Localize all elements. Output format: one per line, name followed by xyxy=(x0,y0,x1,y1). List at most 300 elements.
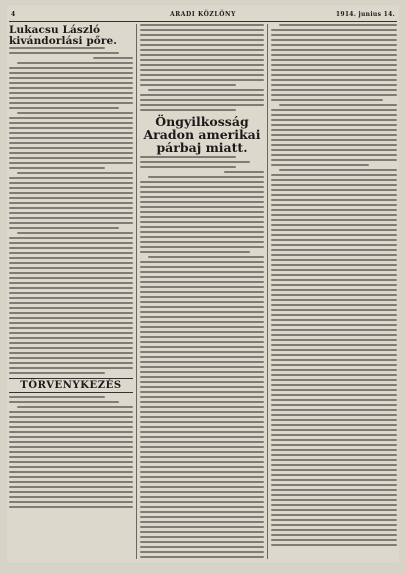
column-3 xyxy=(271,24,397,561)
article-headline: Öngyilkosság Aradon amerikai párbaj miatt. xyxy=(143,114,261,155)
text-line xyxy=(271,459,397,461)
text-line xyxy=(271,119,397,121)
text-line xyxy=(140,79,264,81)
newspaper-name: ARADI KÖZLÖNY xyxy=(169,11,237,18)
text-line xyxy=(9,117,133,119)
text-line xyxy=(271,229,397,231)
text-line xyxy=(271,504,397,506)
text-line xyxy=(271,534,397,536)
text-line xyxy=(9,242,133,244)
text-line xyxy=(271,359,397,361)
text-line xyxy=(9,237,133,239)
text-line xyxy=(271,239,397,241)
text-line xyxy=(271,454,397,456)
text-line xyxy=(271,139,397,141)
unreadable-line xyxy=(140,161,250,163)
text-line xyxy=(140,356,264,358)
text-line xyxy=(9,197,133,199)
text-line xyxy=(140,491,264,493)
text-line xyxy=(140,286,264,288)
text-line xyxy=(271,509,397,511)
text-line xyxy=(140,54,264,56)
text-line xyxy=(9,431,133,433)
masthead xyxy=(9,11,397,21)
text-line xyxy=(9,327,133,329)
text-line xyxy=(140,84,236,86)
text-line xyxy=(9,132,133,134)
text-line xyxy=(140,481,264,483)
text-line xyxy=(9,222,133,224)
text-line xyxy=(271,289,397,291)
text-line xyxy=(271,274,397,276)
text-line xyxy=(9,192,133,194)
text-line xyxy=(9,426,133,428)
text-line xyxy=(9,107,119,109)
text-line xyxy=(9,471,133,473)
text-line xyxy=(271,309,397,311)
text-line xyxy=(140,451,264,453)
text-line xyxy=(271,479,397,481)
text-line xyxy=(9,252,133,254)
text-line xyxy=(271,219,397,221)
text-line xyxy=(271,344,397,346)
text-line xyxy=(271,424,397,426)
text-line xyxy=(271,379,397,381)
text-line xyxy=(140,541,264,543)
text-line xyxy=(271,469,397,471)
text-line xyxy=(9,157,133,159)
text-line xyxy=(271,399,397,401)
text-line xyxy=(140,64,264,66)
text-line xyxy=(271,394,397,396)
text-line xyxy=(140,191,264,193)
text-line xyxy=(9,262,133,264)
text-line xyxy=(271,439,397,441)
text-line xyxy=(140,426,264,428)
unreadable-line xyxy=(93,57,133,59)
unreadable-line xyxy=(9,401,119,403)
article-title: Lukacsu László kivándorlási pőre. xyxy=(9,24,118,47)
text-line xyxy=(271,224,397,226)
text-line xyxy=(271,494,397,496)
text-line xyxy=(271,159,397,161)
text-line xyxy=(148,176,264,178)
text-line xyxy=(271,544,397,546)
text-line xyxy=(140,104,264,106)
text-line xyxy=(9,367,133,369)
text-line xyxy=(279,169,397,171)
text-line xyxy=(140,221,264,223)
text-line xyxy=(271,264,397,266)
text-line xyxy=(140,201,264,203)
text-line xyxy=(271,329,397,331)
text-line xyxy=(9,446,133,448)
unreadable-line xyxy=(9,47,105,49)
text-line xyxy=(271,114,397,116)
text-line xyxy=(271,464,397,466)
text-line xyxy=(9,337,133,339)
text-line xyxy=(9,307,133,309)
text-line xyxy=(9,257,133,259)
text-line xyxy=(271,419,397,421)
text-line xyxy=(140,196,264,198)
text-line xyxy=(17,232,133,234)
text-line xyxy=(271,369,397,371)
text-line xyxy=(140,546,264,548)
text-line xyxy=(17,406,133,408)
text-line xyxy=(9,436,133,438)
text-line xyxy=(140,486,264,488)
text-line xyxy=(140,401,264,403)
text-line xyxy=(140,461,264,463)
column-divider xyxy=(267,24,268,559)
text-line xyxy=(140,556,264,558)
text-line xyxy=(271,84,397,86)
text-line xyxy=(148,89,264,91)
text-line xyxy=(140,466,264,468)
text-line xyxy=(140,326,264,328)
text-line xyxy=(271,89,397,91)
text-line xyxy=(9,202,133,204)
text-line xyxy=(271,449,397,451)
text-line xyxy=(271,364,397,366)
text-line xyxy=(9,137,133,139)
text-line xyxy=(271,304,397,306)
column-divider xyxy=(136,24,137,559)
text-line xyxy=(140,74,264,76)
text-line xyxy=(9,87,133,89)
text-line xyxy=(9,461,133,463)
text-line xyxy=(271,154,397,156)
text-line xyxy=(271,244,397,246)
text-line xyxy=(17,62,133,64)
text-line xyxy=(140,366,264,368)
text-line xyxy=(9,496,133,498)
text-line xyxy=(271,49,397,51)
text-line xyxy=(9,421,133,423)
unreadable-line xyxy=(9,396,105,398)
newspaper-page xyxy=(7,5,399,563)
text-line xyxy=(140,496,264,498)
text-line xyxy=(140,291,264,293)
text-line xyxy=(9,506,133,508)
text-line xyxy=(271,94,397,96)
text-line xyxy=(271,294,397,296)
text-line xyxy=(9,277,133,279)
text-line xyxy=(9,297,133,299)
text-line xyxy=(140,421,264,423)
column-1 xyxy=(9,24,133,561)
text-line xyxy=(271,374,397,376)
text-line xyxy=(9,347,133,349)
text-line xyxy=(271,444,397,446)
text-line xyxy=(271,249,397,251)
text-line xyxy=(271,199,397,201)
text-line xyxy=(140,301,264,303)
text-line xyxy=(140,24,264,26)
text-line xyxy=(271,44,397,46)
text-line xyxy=(9,212,133,214)
text-line xyxy=(140,311,264,313)
text-line xyxy=(140,516,264,518)
text-line xyxy=(271,404,397,406)
masthead-rule xyxy=(9,21,397,22)
text-line xyxy=(140,236,264,238)
text-line xyxy=(271,339,397,341)
text-line xyxy=(140,341,264,343)
text-line xyxy=(140,536,264,538)
issue-date: 1914. junius 14. xyxy=(335,11,395,18)
unreadable-line xyxy=(224,171,264,173)
text-line xyxy=(140,351,264,353)
text-line xyxy=(271,134,397,136)
text-line xyxy=(140,371,264,373)
text-line xyxy=(140,471,264,473)
text-line xyxy=(271,319,397,321)
text-line xyxy=(140,396,264,398)
text-line xyxy=(9,342,133,344)
text-line xyxy=(9,152,133,154)
text-line xyxy=(140,531,264,533)
text-line xyxy=(140,49,264,51)
text-line xyxy=(140,551,264,553)
text-line xyxy=(271,269,397,271)
text-line xyxy=(140,331,264,333)
text-line xyxy=(9,357,133,359)
text-line xyxy=(271,124,397,126)
text-line xyxy=(9,352,133,354)
text-line xyxy=(9,332,133,334)
text-line xyxy=(140,99,264,101)
text-line xyxy=(9,77,133,79)
text-line xyxy=(271,514,397,516)
text-line xyxy=(140,271,264,273)
text-line xyxy=(140,296,264,298)
text-line xyxy=(9,317,133,319)
text-line xyxy=(271,234,397,236)
text-line xyxy=(9,451,133,453)
text-line xyxy=(140,376,264,378)
text-line xyxy=(271,519,397,521)
text-line xyxy=(271,254,397,256)
column-2 xyxy=(140,24,264,561)
text-line xyxy=(140,44,264,46)
unreadable-line xyxy=(140,166,236,168)
text-line xyxy=(271,489,397,491)
text-line xyxy=(271,349,397,351)
text-line xyxy=(9,207,133,209)
text-line xyxy=(140,416,264,418)
text-line xyxy=(9,272,133,274)
text-line xyxy=(9,122,133,124)
text-line xyxy=(17,172,133,174)
unreadable-line xyxy=(140,156,236,158)
text-line xyxy=(140,446,264,448)
text-line xyxy=(9,486,133,488)
text-line xyxy=(140,336,264,338)
text-line xyxy=(271,299,397,301)
text-line xyxy=(271,99,383,101)
text-line xyxy=(271,209,397,211)
text-line xyxy=(271,79,397,81)
text-line xyxy=(9,182,133,184)
text-line xyxy=(271,324,397,326)
text-line xyxy=(9,142,133,144)
text-line xyxy=(9,312,133,314)
text-line xyxy=(140,211,264,213)
text-line xyxy=(9,92,133,94)
text-line xyxy=(271,189,397,191)
text-line xyxy=(9,97,133,99)
text-line xyxy=(271,539,397,541)
text-line xyxy=(9,466,133,468)
text-line xyxy=(140,216,264,218)
text-line xyxy=(271,334,397,336)
text-line xyxy=(140,391,264,393)
text-line xyxy=(140,206,264,208)
text-line xyxy=(140,266,264,268)
text-line xyxy=(140,506,264,508)
text-line xyxy=(9,441,133,443)
text-line xyxy=(9,287,133,289)
text-line xyxy=(140,511,264,513)
text-line xyxy=(9,162,133,164)
text-line xyxy=(9,501,133,503)
text-line xyxy=(9,82,133,84)
text-line xyxy=(140,29,264,31)
text-line xyxy=(271,279,397,281)
text-line xyxy=(271,54,397,56)
text-line xyxy=(9,362,133,364)
text-line xyxy=(140,501,264,503)
text-line xyxy=(9,247,133,249)
text-line xyxy=(271,64,397,66)
text-line xyxy=(9,217,133,219)
text-line xyxy=(9,127,133,129)
text-line xyxy=(271,59,397,61)
text-line xyxy=(9,476,133,478)
text-line xyxy=(140,386,264,388)
text-line xyxy=(271,184,397,186)
text-line xyxy=(9,411,133,413)
text-line xyxy=(9,187,133,189)
text-line xyxy=(9,167,105,169)
text-line xyxy=(148,256,264,258)
text-line xyxy=(271,214,397,216)
text-line xyxy=(9,302,133,304)
text-line xyxy=(140,281,264,283)
text-line xyxy=(271,204,397,206)
text-line xyxy=(271,69,397,71)
text-line xyxy=(140,59,264,61)
text-line xyxy=(271,409,397,411)
text-line xyxy=(279,24,397,26)
text-line xyxy=(140,276,264,278)
text-line xyxy=(271,179,397,181)
text-line xyxy=(271,174,397,176)
text-line xyxy=(140,316,264,318)
text-line xyxy=(9,292,133,294)
text-line xyxy=(140,436,264,438)
text-line xyxy=(140,109,236,111)
text-line xyxy=(279,104,397,106)
text-line xyxy=(271,474,397,476)
text-line xyxy=(271,314,397,316)
text-line xyxy=(271,354,397,356)
text-line xyxy=(271,39,397,41)
text-line xyxy=(140,251,250,253)
text-line xyxy=(9,267,133,269)
text-line xyxy=(271,74,397,76)
text-line xyxy=(271,434,397,436)
text-line xyxy=(271,389,397,391)
text-line xyxy=(271,34,397,36)
text-line xyxy=(140,34,264,36)
text-line xyxy=(140,346,264,348)
text-line xyxy=(9,481,133,483)
text-line xyxy=(9,322,133,324)
text-line xyxy=(140,431,264,433)
text-line xyxy=(140,226,264,228)
text-line xyxy=(271,129,397,131)
text-line xyxy=(140,456,264,458)
text-line xyxy=(9,491,133,493)
text-line xyxy=(140,476,264,478)
text-line xyxy=(271,194,397,196)
page-number: 4 xyxy=(11,11,16,18)
text-line xyxy=(271,414,397,416)
text-line xyxy=(140,521,264,523)
text-line xyxy=(271,29,397,31)
text-line xyxy=(140,181,264,183)
text-line xyxy=(140,406,264,408)
text-line xyxy=(9,67,133,69)
text-line xyxy=(271,164,369,166)
text-line xyxy=(9,177,133,179)
text-line xyxy=(140,231,264,233)
text-line xyxy=(271,499,397,501)
text-line xyxy=(140,69,264,71)
text-line xyxy=(9,227,119,229)
text-line xyxy=(140,381,264,383)
text-line xyxy=(271,429,397,431)
text-line xyxy=(271,109,397,111)
text-line xyxy=(9,372,105,374)
text-line xyxy=(271,284,397,286)
text-line xyxy=(140,246,264,248)
text-line xyxy=(271,384,397,386)
text-line xyxy=(140,94,264,96)
text-line xyxy=(140,241,264,243)
text-line xyxy=(140,361,264,363)
text-line xyxy=(9,456,133,458)
text-line xyxy=(140,526,264,528)
text-line xyxy=(9,102,133,104)
text-line xyxy=(140,321,264,323)
text-line xyxy=(9,147,133,149)
text-line xyxy=(140,306,264,308)
text-line xyxy=(271,524,397,526)
text-line xyxy=(271,144,397,146)
text-line xyxy=(271,259,397,261)
section-heading: TÖRVENYKEZÉS xyxy=(9,378,133,393)
text-line xyxy=(9,416,133,418)
text-line xyxy=(140,261,264,263)
text-line xyxy=(140,441,264,443)
text-line xyxy=(9,72,133,74)
text-line xyxy=(140,186,264,188)
text-line xyxy=(140,39,264,41)
